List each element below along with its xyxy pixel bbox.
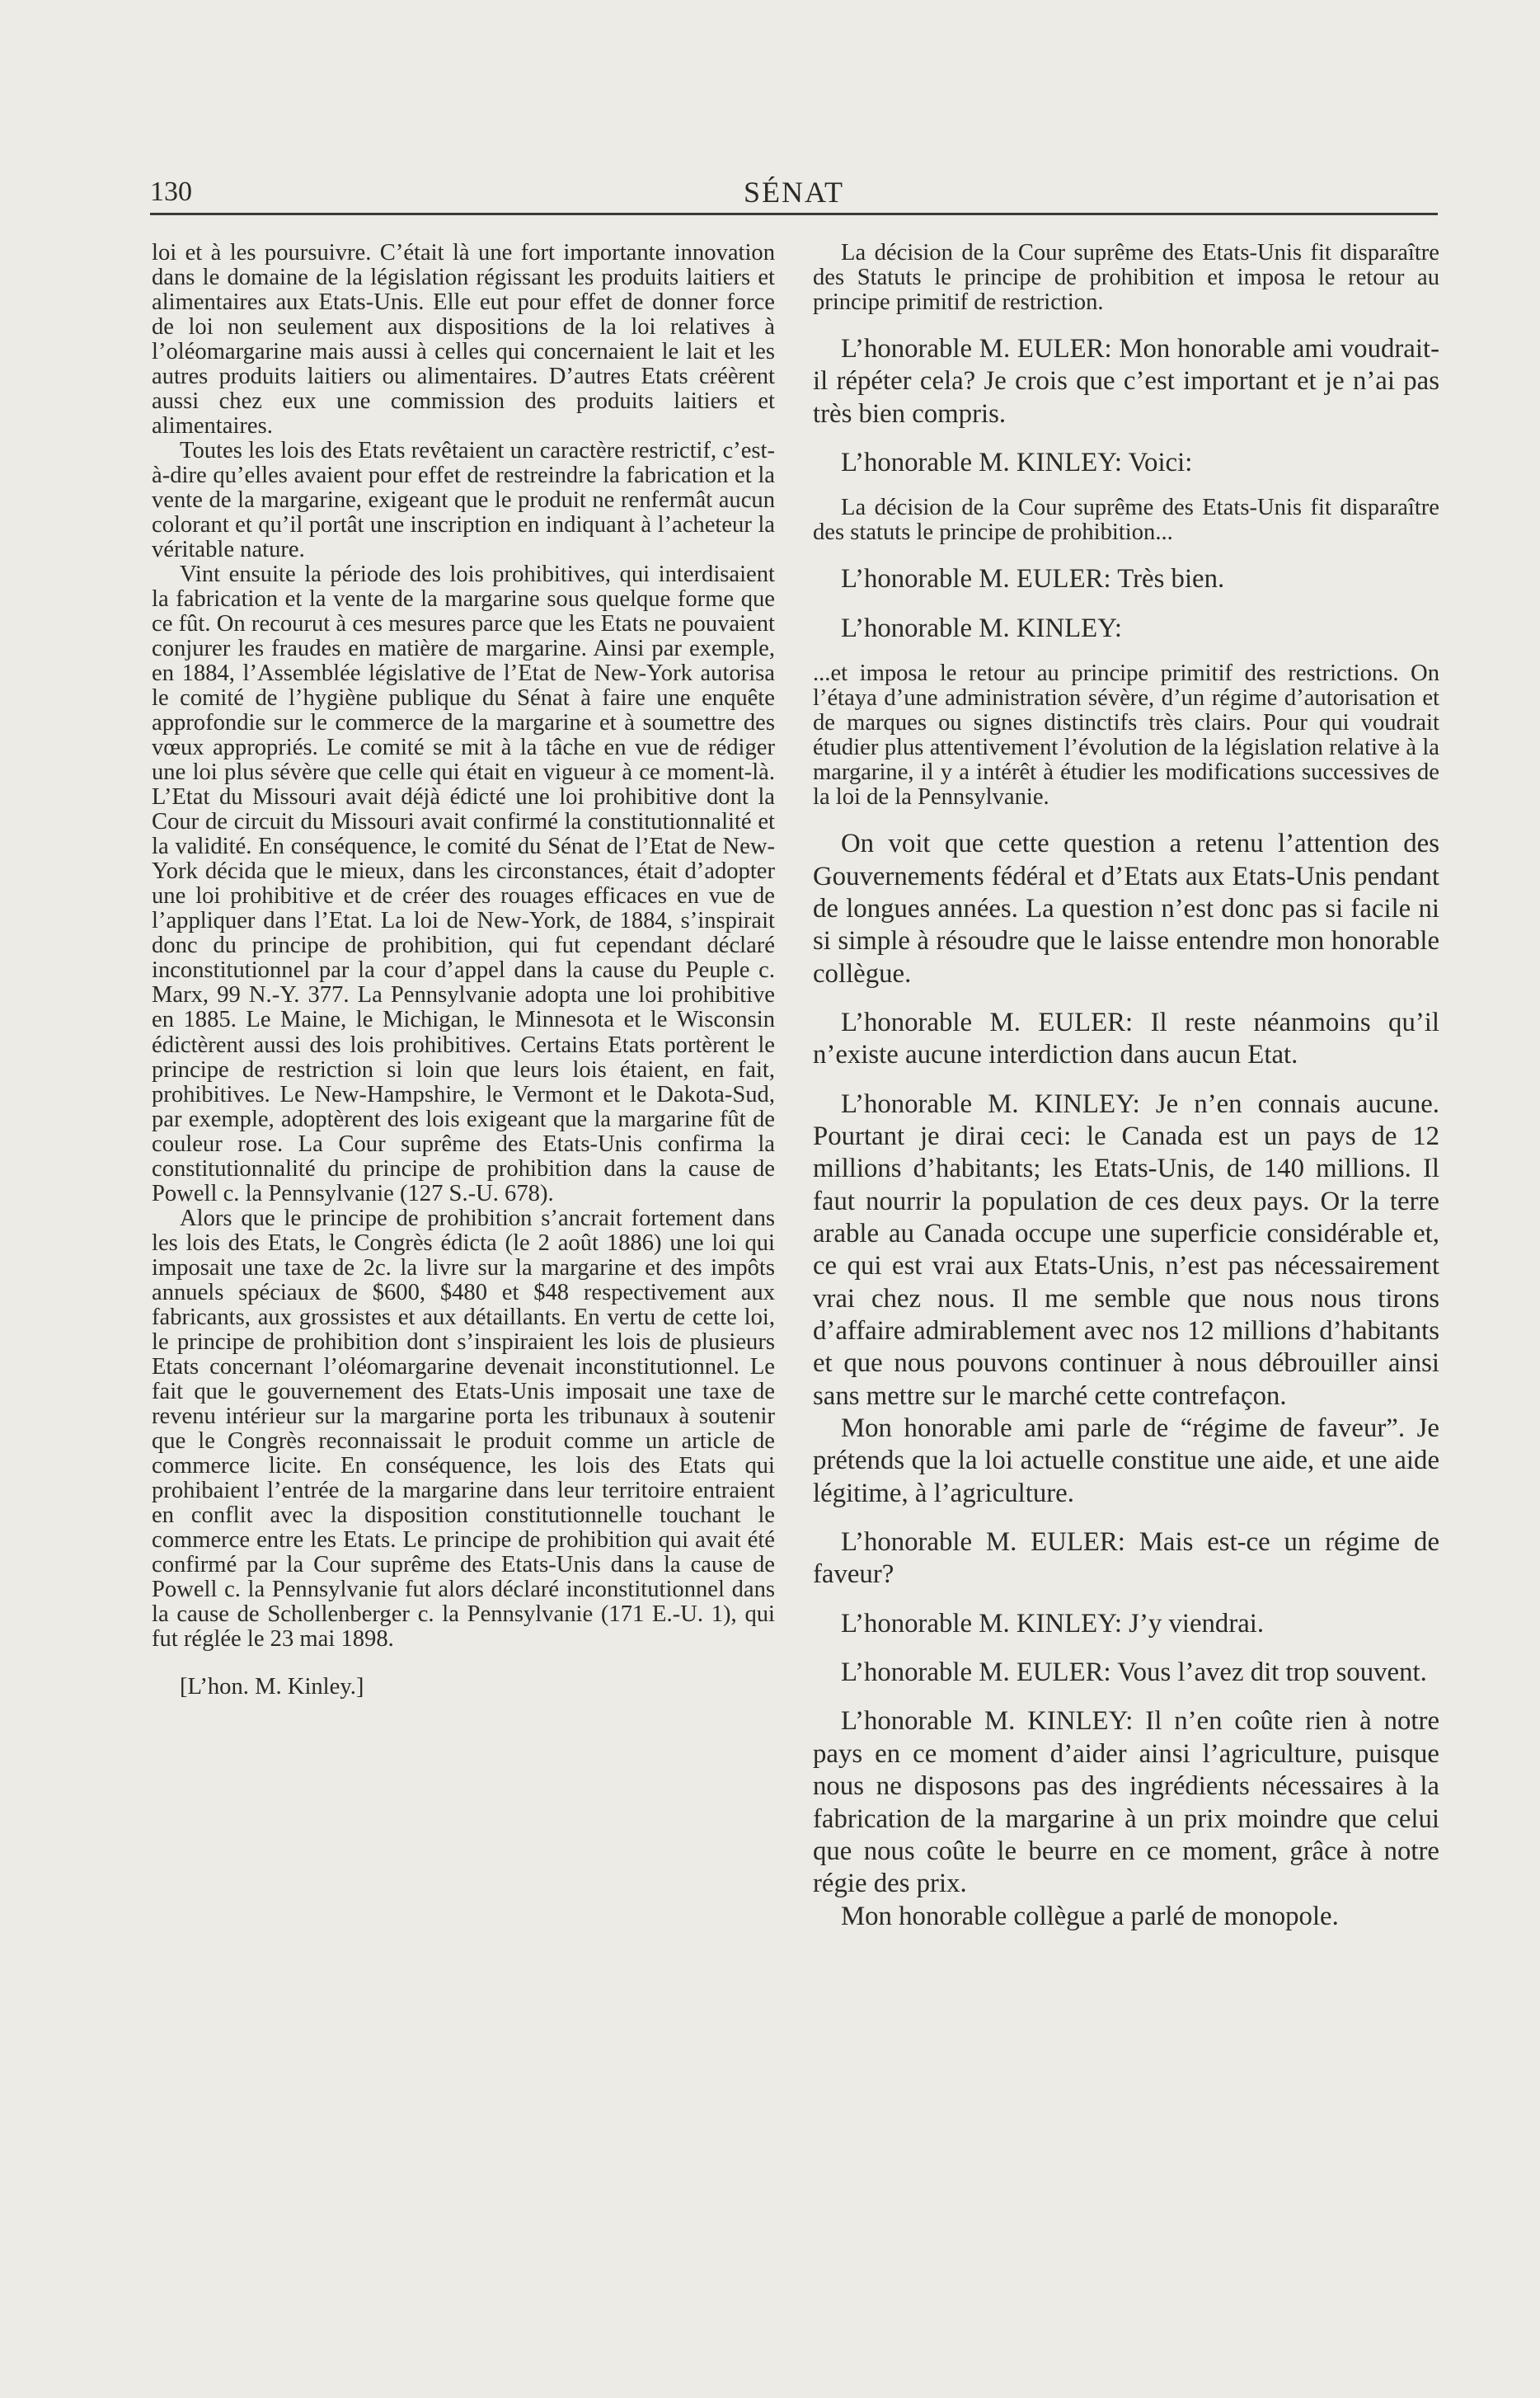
speech-paragraph: L’honorable M. KINLEY: Il n’en coûte rien à notre pays en ce moment d’aider ainsi l’agriculture, puisque nous ne disposons pas des ingrédients nécessaires à la fabrication de la margarine à un prix moindre que celui que nous coûte le beurre en ce moment, grâce à notre régie des prix. [813, 1706, 1439, 1899]
speech-paragraph: L’honorable M. EULER: Vous l’avez dit trop souvent. [841, 1657, 1427, 1688]
page-header [150, 173, 1438, 215]
speaker-signature: [L’hon. M. Kinley.] [180, 1673, 364, 1700]
speech-paragraph: Mon honorable ami parle de “régime de faveur”. Je prétends que la loi actuelle constitue une aide, et une aide légitime, à l’agriculture. [813, 1413, 1439, 1508]
speech-paragraph: L’honorable M. KINLEY: Je n’en connais aucune. Pourtant je dirai ceci: le Canada est un pays de 12 millions d’habitants; les Etats-Unis, de 140 millions. Il faut nourrir la population de ces deux pays. Or la terre arable au Canada occupe une superficie considérable et, ce qui est vrai aux Etats-Unis, n’est pas nécessairement vrai chez nous. Il me semble que nous nous tirons d’affaire admirablement avec nos 12 millions d’habitants et que nous pouvons continuer à nous débrouiller ainsi sans mettre sur le marché cette contrefaçon. [813, 1089, 1439, 1411]
page-number: 130 [150, 176, 192, 207]
paragraph: Vint ensuite la période des lois prohibitives, qui interdisaient la fabrication et la vente de la margarine sous quelque forme que ce fût. On recourut à ces mesures parce que les Etats ne pouvaient conjurer les fraudes en matière de margarine. Ainsi par exemple, en 1884, l’Assemblée législative de l’Etat de New-York autorisa le comité de l’hygiène publique du Sénat à faire une enquête approfondie sur le commerce de la margarine et à soumettre des vœux appropriés. Le comité se mit à la tâche en vue de rédiger une loi plus sévère que celle qui était en vigueur à ce moment-là. L’Etat du Missouri avait déjà édicté une loi prohibitive dont la Cour de circuit du Missouri avait confirmé la constitutionnalité et la validité. En conséquence, le comité du Sénat de l’Etat de New-York décida que le mieux, dans les circonstances, était d’adopter une loi prohibitive et de créer des rouages efficaces en vue de l’appliquer dans l’Etat. La loi de New-York, de 1884, s’inspirait donc du principe de prohibition, qui fut cependant déclaré inconstitutionnel par la cour d’appel dans la cause du Peuple c. Marx, 99 N.-Y. 377. La Pennsylvanie adopta une loi prohibitive en 1885. Le Maine, le Michigan, le Minnesota et le Wisconsin édictèrent aussi des lois prohibitives. Certains Etats portèrent le principe de restriction si loin que leurs lois étaient, en fait, prohibitives. Le New-Hampshire, le Vermont et le Dakota-Sud, par exemple, adoptèrent des lois exigeant que la margarine fût de couleur rose. La Cour suprême des Etats-Unis confirma la constitutionnalité du principe de prohibition dans la cause de Powell c. la Pennsylvanie (127 S.-U. 678). [152, 562, 775, 1206]
speech-paragraph: L’honorable M. EULER: Très bien. [841, 564, 1225, 595]
quoted-passage: ...et imposa le retour au principe primitif des restrictions. On l’étaya d’une administration sévère, d’un régime d’autorisation et de marques ou signes distinctifs très clairs. Pour qui voudrait étudier plus attentivement l’évolution de la législation relative à la margarine, il y a intérêt à étudier les modifications successives de la loi de la Pennsylvanie. [813, 661, 1439, 811]
speech-paragraph: L’honorable M. KINLEY: Voici: [841, 448, 1193, 478]
speech-paragraph: Mon honorable collègue a parlé de monopole. [841, 1901, 1339, 1931]
quoted-passage: La décision de la Cour suprême des Etats-Unis fit disparaître des statuts le principe de prohibition... [813, 495, 1439, 546]
speech-paragraph: L’honorable M. KINLEY: [841, 613, 1122, 643]
paragraph: Toutes les lois des Etats revêtaient un caractère restrictif, c’est-à-dire qu’elles avaient pour effet de restreindre la fabrication et la vente de la margarine, exigeant que le produit ne renfermât aucun colorant et qu’il portât une inscription en indiquant à l’acheteur la véritable nature. [152, 438, 775, 563]
speech-paragraph: L’honorable M. EULER: Mais est-ce un régime de faveur? [813, 1527, 1439, 1590]
paragraph: Alors que le principe de prohibition s’ancrait fortement dans les lois des Etats, le Congrès édicta (le 2 août 1886) une loi qui imposait une taxe de 2c. la livre sur la margarine et des impôts annuels spéciaux de $600, $480 et $48 respectivement aux fabricants, aux grossistes et aux détaillants. En vertu de cette loi, le principe de prohibition dont s’inspiraient les lois de plusieurs Etats concernant l’oléomargarine devenait inconstitutionnel. Le fait que le gouvernement des Etats-Unis imposait une taxe de revenu intérieur sur la margarine porta les tribunaux à soutenir que le Congrès reconnaissait le produit comme un article de commerce licite. En conséquence, les lois des Etats qui prohibaient l’entrée de la margarine dans leur territoire entraient en conflit avec la disposition constitutionnelle touchant le commerce entre les Etats. Le principe de prohibition qui avait été confirmé par la Cour suprême des Etats-Unis dans la cause de Powell c. la Pennsylvanie fut alors déclaré inconstitutionnel dans la cause de Schollenberger c. la Pennsylvanie (171 E.-U. 1), qui fut réglée le 23 mai 1898. [152, 1205, 775, 1652]
speech-paragraph: On voit que cette question a retenu l’attention des Gouvernements fédéral et d’Etats aux Etats-Unis pendant de longues années. La question n’est donc pas si facile ni si simple à résoudre que le laisse entendre mon honorable collègue. [813, 829, 1439, 989]
quoted-passage: La décision de la Cour suprême des Etats-Unis fit disparaître des Statuts le principe de prohibition et imposa le retour au principe primitif de restriction. [813, 240, 1439, 316]
paragraph: loi et à les poursuivre. C’était là une fort importante innovation dans le domaine de la législation régissant les produits laitiers et alimentaires aux Etats-Unis. Elle eut pour effet de donner force de loi non seulement aux dispositions de la loi relatives à l’oléomargarine mais aussi à celles qui concernaient le lait et les autres produits laitiers ou alimentaires. D’autres Etats créèrent aussi chez eux une commission des produits laitiers et alimentaires. [152, 240, 775, 440]
speech-paragraph: L’honorable M. EULER: Il reste néanmoins qu’il n’existe aucune interdiction dans aucun Etat. [813, 1007, 1439, 1070]
speech-paragraph: L’honorable M. KINLEY: J’y viendrai. [841, 1608, 1265, 1639]
running-title: SÉNAT [743, 176, 844, 209]
left-column [152, 241, 775, 1700]
speech-paragraph: L’honorable M. EULER: Mon honorable ami voudrait-il répéter cela? Je crois que c’est important et je n’ai pas très bien compris. [813, 334, 1439, 429]
right-column [813, 241, 1439, 1949]
